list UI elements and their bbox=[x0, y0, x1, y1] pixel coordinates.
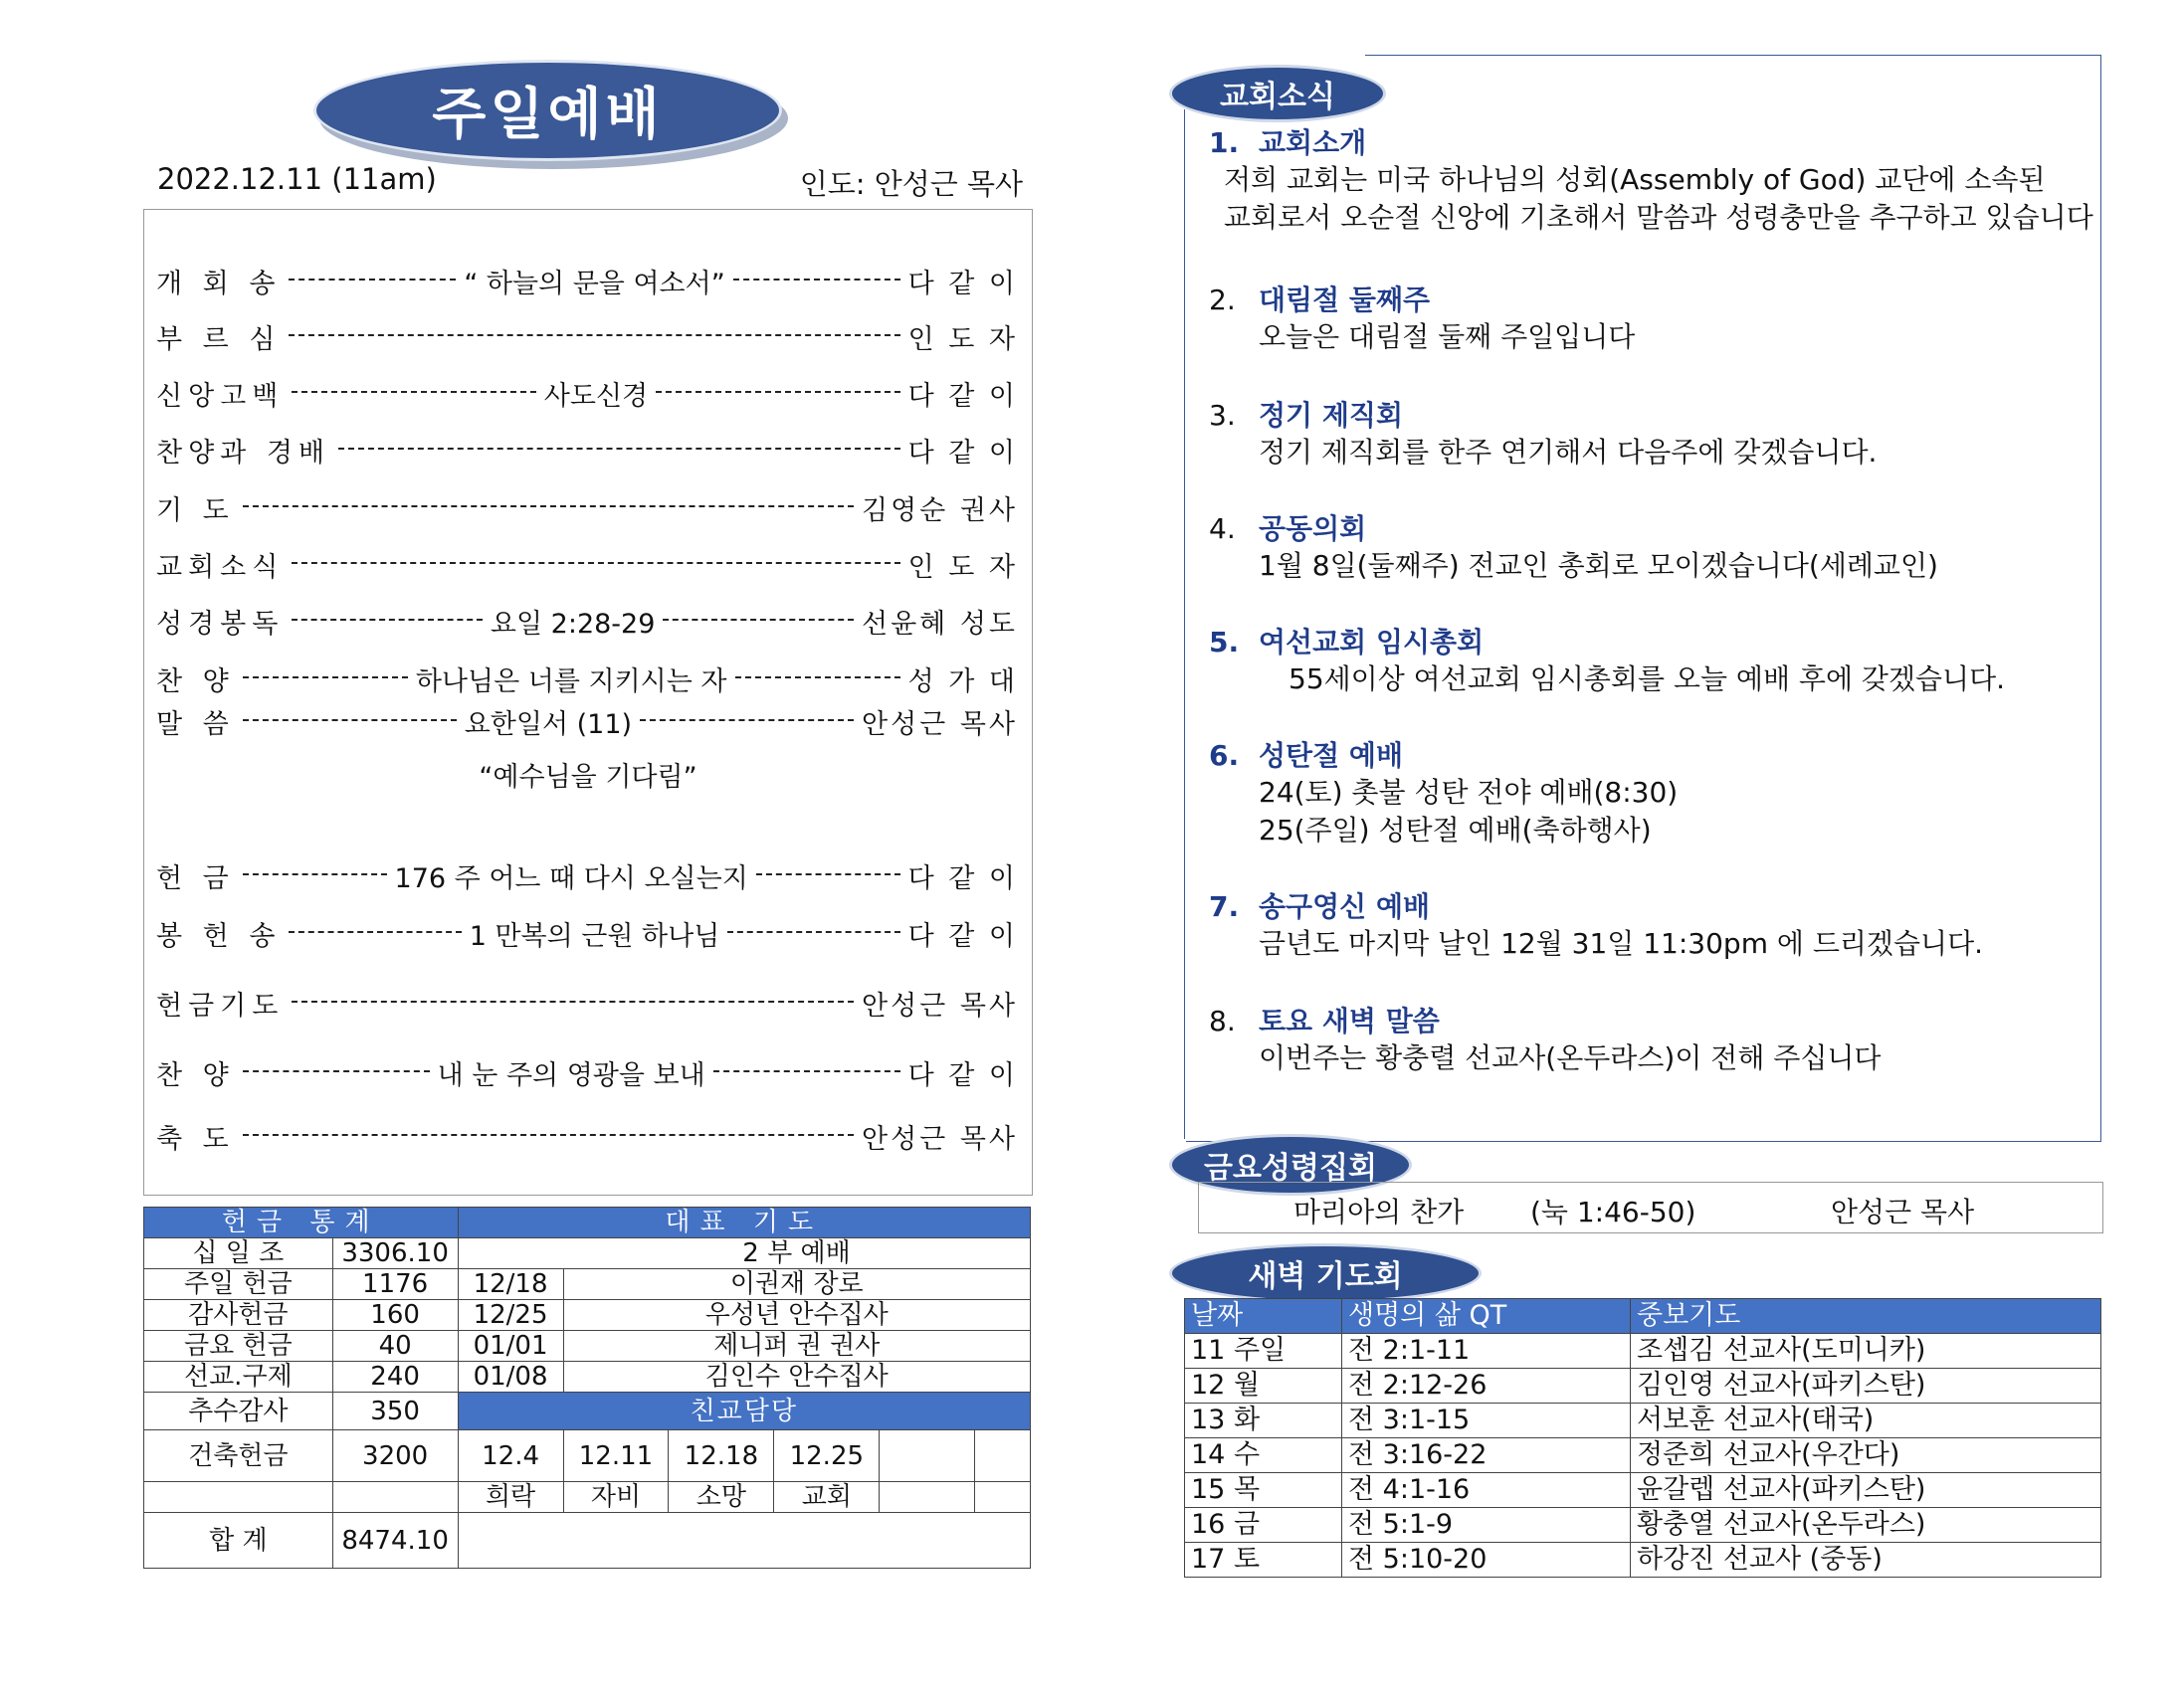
offering-name: 추수감사 bbox=[144, 1393, 333, 1430]
dawn-qt: 전 2:12-26 bbox=[1342, 1369, 1631, 1404]
news-item-heading bbox=[1209, 507, 1938, 547]
order-person: 인 도 자 bbox=[907, 324, 1018, 355]
dash-leader bbox=[292, 391, 535, 396]
dash-leader bbox=[292, 1001, 854, 1006]
offering-amount: 3306.10 bbox=[332, 1238, 458, 1269]
news-number: 8. bbox=[1209, 1005, 1236, 1037]
news-body-line: 25(주일) 성탄절 예배(축하행사) bbox=[1259, 814, 1652, 846]
order-row bbox=[156, 374, 1018, 413]
news-number: 4. bbox=[1209, 512, 1236, 545]
order-row bbox=[156, 602, 1018, 641]
table-row bbox=[1185, 1334, 2101, 1369]
news-body-line: 24(토) 촛불 성탄 전야 예배(8:30) bbox=[1259, 776, 1679, 809]
dash-leader bbox=[727, 931, 899, 936]
order-person: 김영순 권사 bbox=[862, 495, 1018, 526]
news-item-heading bbox=[1209, 279, 1635, 318]
news-body-line: 정기 제직회를 한주 연기해서 다음주에 갖겠습니다. bbox=[1259, 436, 1878, 469]
fellowship-group: 교회 bbox=[774, 1482, 880, 1513]
order-label: 봉 헌 송 bbox=[156, 921, 282, 952]
news-pill: 교회소식 bbox=[1169, 65, 1386, 122]
dawn-day: 14 수 bbox=[1185, 1438, 1342, 1473]
order-row bbox=[156, 914, 1018, 953]
table-row bbox=[1185, 1473, 2101, 1508]
dash-leader bbox=[289, 931, 461, 936]
order-item: 사도신경 bbox=[543, 381, 649, 412]
friday-pill: 금요성령집회 bbox=[1169, 1134, 1412, 1196]
offering-amount: 3200 bbox=[332, 1430, 458, 1482]
dawn-intercession: 윤갈렙 선교사(파키스탄) bbox=[1631, 1473, 2101, 1508]
dash-leader bbox=[713, 1070, 900, 1075]
order-label: 개 회 송 bbox=[156, 269, 282, 299]
offering-name: 건축헌금 bbox=[144, 1430, 333, 1482]
dawn-day: 15 목 bbox=[1185, 1473, 1342, 1508]
offering-amount: 240 bbox=[332, 1362, 458, 1393]
news-body-line: 1월 8일(둘째주) 전교인 총회로 모이겠습니다(세례교인) bbox=[1259, 549, 1938, 582]
news-body-line: 이번주는 황충렬 선교사(온두라스)이 전해 주십니다 bbox=[1259, 1041, 1882, 1074]
offering-name: 주일 헌금 bbox=[144, 1269, 333, 1300]
fellowship-date: 12.25 bbox=[774, 1430, 880, 1482]
order-person: 안성근 목사 bbox=[862, 1124, 1018, 1155]
news-number: 6. bbox=[1209, 739, 1240, 772]
news-body-line: 55세이상 여선교회 임시총회를 오늘 예배 후에 갖겠습니다. bbox=[1289, 662, 2006, 695]
news-item bbox=[1209, 621, 2005, 698]
order-label: 찬양과 경배 bbox=[156, 438, 330, 469]
news-item-heading bbox=[1209, 885, 1983, 925]
offering-amount: 350 bbox=[332, 1393, 458, 1430]
dawn-header: 중보기도 bbox=[1631, 1299, 2101, 1334]
news-frame-left bbox=[1184, 109, 1185, 1139]
fellowship-date bbox=[975, 1430, 1031, 1482]
fellowship-date: 12.18 bbox=[669, 1430, 774, 1482]
dawn-day: 11 주일 bbox=[1185, 1334, 1342, 1369]
order-item: 하나님은 너를 지키시는 자 bbox=[415, 666, 727, 697]
offering-name: 감사헌금 bbox=[144, 1300, 333, 1331]
order-item: 176 주 어느 때 다시 오실는지 bbox=[394, 863, 748, 894]
dawn-table bbox=[1184, 1298, 2101, 1578]
dash-leader bbox=[338, 448, 900, 453]
dawn-qt: 전 5:1-9 bbox=[1342, 1508, 1631, 1543]
dash-leader bbox=[640, 719, 854, 724]
dash-leader bbox=[243, 719, 457, 724]
order-label: 부 르 심 bbox=[156, 324, 282, 355]
dawn-qt: 전 3:1-15 bbox=[1342, 1404, 1631, 1438]
offering-amount: 160 bbox=[332, 1300, 458, 1331]
dawn-day: 13 화 bbox=[1185, 1404, 1342, 1438]
friday-passage: (눅 1:46-50) bbox=[1530, 1196, 1696, 1228]
news-item-heading bbox=[1209, 394, 1877, 434]
offering-header: 헌금 통계 bbox=[144, 1208, 459, 1238]
prayer-service-label: 2 부 예배 bbox=[563, 1238, 1030, 1269]
dash-leader bbox=[292, 619, 483, 624]
offering-table bbox=[143, 1207, 1031, 1569]
news-body-line: 금년도 마지막 날인 12월 31일 11:30pm 에 드리겠습니다. bbox=[1259, 927, 1984, 960]
dawn-day: 17 토 bbox=[1185, 1543, 1342, 1578]
sermon-title: “예수님을 기다림” bbox=[479, 762, 697, 793]
dawn-pill: 새벽 기도회 bbox=[1169, 1243, 1482, 1303]
order-row bbox=[156, 488, 1018, 527]
order-person: 인 도 자 bbox=[907, 552, 1018, 583]
fellowship-date: 12.4 bbox=[458, 1430, 563, 1482]
order-item: 내 눈 주의 영광을 보내 bbox=[437, 1060, 705, 1091]
order-label: 찬 양 bbox=[156, 1060, 235, 1091]
prayer-date: 01/08 bbox=[458, 1362, 563, 1393]
news-item-heading bbox=[1209, 121, 2093, 161]
news-title: 성탄절 예배 bbox=[1259, 739, 1403, 772]
table-row bbox=[1185, 1369, 2101, 1404]
news-body-line: 오늘은 대림절 둘째 주일입니다 bbox=[1259, 320, 1636, 353]
dawn-header: 날짜 bbox=[1185, 1299, 1342, 1334]
offering-name: 금요 헌금 bbox=[144, 1331, 333, 1362]
offering-amount: 1176 bbox=[332, 1269, 458, 1300]
dash-leader bbox=[656, 391, 899, 396]
order-item: 요일 2:28-29 bbox=[490, 609, 656, 640]
news-body-line: 저희 교회는 미국 하나님의 성회(Assembly of God) 교단에 소속된 bbox=[1224, 163, 2046, 196]
dash-leader bbox=[289, 334, 899, 339]
table-row bbox=[1185, 1508, 2101, 1543]
dawn-qt: 전 5:10-20 bbox=[1342, 1543, 1631, 1578]
news-number: 5. bbox=[1209, 626, 1240, 658]
dash-leader bbox=[733, 279, 900, 283]
news-number: 3. bbox=[1209, 399, 1236, 432]
order-of-service bbox=[143, 209, 1033, 1196]
prayer-name: 이권재 장로 bbox=[563, 1269, 1030, 1300]
order-person: 다 같 이 bbox=[907, 921, 1018, 952]
dash-leader bbox=[735, 676, 900, 681]
order-person: 다 같 이 bbox=[907, 269, 1019, 299]
offering-total: 8474.10 bbox=[332, 1513, 458, 1569]
dash-leader bbox=[243, 1070, 430, 1075]
dawn-intercession: 조셉김 선교사(도미니카) bbox=[1631, 1334, 2101, 1369]
news-title: 교회소개 bbox=[1259, 126, 1367, 159]
order-row bbox=[156, 984, 1018, 1023]
dash-leader bbox=[243, 676, 408, 681]
prayer-date: 12/18 bbox=[458, 1269, 563, 1300]
fellowship-group: 희락 bbox=[458, 1482, 563, 1513]
dawn-qt: 전 2:1-11 bbox=[1342, 1334, 1631, 1369]
offering-name: 십 일 조 bbox=[144, 1238, 333, 1269]
order-person: 다 같 이 bbox=[907, 438, 1018, 469]
news-item bbox=[1209, 734, 1678, 849]
order-label: 성경봉독 bbox=[156, 609, 285, 640]
news-title: 대림절 둘째주 bbox=[1259, 283, 1431, 316]
news-title: 여선교회 임시총회 bbox=[1259, 626, 1485, 658]
friday-title: 마리아의 찬가 bbox=[1293, 1196, 1465, 1228]
dawn-header: 생명의 삶 QT bbox=[1342, 1299, 1631, 1334]
order-row bbox=[156, 431, 1018, 470]
news-item bbox=[1209, 121, 2093, 237]
dash-leader bbox=[663, 619, 854, 624]
friday-service bbox=[1198, 1182, 2103, 1233]
fellowship-group: 자비 bbox=[563, 1482, 669, 1513]
table-row bbox=[1185, 1543, 2101, 1578]
offering-name: 선교.구제 bbox=[144, 1362, 333, 1393]
dash-leader bbox=[756, 873, 900, 878]
dawn-intercession: 황충열 선교사(온두라스) bbox=[1631, 1508, 2101, 1543]
order-row bbox=[156, 1053, 1018, 1092]
news-number: 2. bbox=[1209, 283, 1236, 316]
news-item bbox=[1209, 885, 1983, 963]
service-leader: 인도: 안성근 목사 bbox=[799, 167, 1023, 201]
order-person: 선윤혜 성도 bbox=[862, 609, 1018, 640]
dawn-intercession: 정준희 선교사(우간다) bbox=[1631, 1438, 2101, 1473]
fellowship-header: 친교담당 bbox=[458, 1393, 1030, 1430]
news-number: 7. bbox=[1209, 890, 1240, 923]
news-item bbox=[1209, 1000, 1881, 1077]
order-label: 헌 금 bbox=[156, 863, 235, 894]
service-date: 2022.12.11 (11am) bbox=[157, 162, 437, 196]
order-label: 헌금기도 bbox=[156, 991, 285, 1022]
dawn-qt: 전 3:16-22 bbox=[1342, 1438, 1631, 1473]
dash-leader bbox=[243, 873, 387, 878]
news-item bbox=[1209, 279, 1635, 356]
dawn-qt: 전 4:1-16 bbox=[1342, 1473, 1631, 1508]
order-label: 말 씀 bbox=[156, 709, 235, 740]
order-row bbox=[156, 317, 1018, 356]
fellowship-date bbox=[880, 1430, 975, 1482]
table-row bbox=[1185, 1438, 2101, 1473]
prayer-header: 대표 기도 bbox=[458, 1208, 1030, 1238]
dawn-day: 16 금 bbox=[1185, 1508, 1342, 1543]
dash-leader bbox=[243, 505, 854, 510]
offering-amount: 40 bbox=[332, 1331, 458, 1362]
order-person: 다 같 이 bbox=[907, 1060, 1018, 1091]
order-person: 다 같 이 bbox=[907, 863, 1019, 894]
prayer-name: 김인수 안수집사 bbox=[563, 1362, 1030, 1393]
news-body-line: 교회로서 오순절 신앙에 기초해서 말씀과 성령충만을 추구하고 있습니다 bbox=[1224, 201, 2093, 234]
order-person: 다 같 이 bbox=[907, 381, 1019, 412]
news-title: 정기 제직회 bbox=[1259, 399, 1403, 432]
news-title: 공동의회 bbox=[1259, 512, 1367, 545]
order-person: 안성근 목사 bbox=[862, 709, 1018, 740]
fellowship-date: 12.11 bbox=[563, 1430, 669, 1482]
dawn-day: 12 월 bbox=[1185, 1369, 1342, 1404]
dash-leader bbox=[289, 279, 456, 283]
prayer-date: 01/01 bbox=[458, 1331, 563, 1362]
page-title: 주일예배 bbox=[313, 60, 782, 161]
order-row bbox=[156, 659, 1018, 698]
news-title: 토요 새벽 말씀 bbox=[1259, 1005, 1440, 1037]
prayer-date: 12/25 bbox=[458, 1300, 563, 1331]
dawn-intercession: 하강진 선교사 (중동) bbox=[1631, 1543, 2101, 1578]
order-label: 교회소식 bbox=[156, 552, 285, 583]
order-person: 성 가 대 bbox=[907, 666, 1019, 697]
order-item: “ 하늘의 문을 여소서” bbox=[464, 269, 725, 299]
dawn-intercession: 김인영 선교사(파키스탄) bbox=[1631, 1369, 2101, 1404]
news-number: 1. bbox=[1209, 126, 1240, 159]
news-item-heading bbox=[1209, 1000, 1881, 1039]
news-item bbox=[1209, 507, 1938, 585]
order-item: 1 만복의 근원 하나님 bbox=[469, 921, 720, 952]
offering-total-label: 합 계 bbox=[144, 1513, 333, 1569]
order-row bbox=[156, 262, 1018, 300]
news-item bbox=[1209, 394, 1877, 471]
table-row bbox=[1185, 1404, 2101, 1438]
fellowship-group: 소망 bbox=[669, 1482, 774, 1513]
order-person: 안성근 목사 bbox=[862, 991, 1018, 1022]
order-item: 요한일서 (11) bbox=[464, 709, 633, 740]
news-item-heading bbox=[1209, 734, 1678, 774]
order-row bbox=[156, 1117, 1018, 1156]
friday-speaker: 안성근 목사 bbox=[1831, 1196, 1975, 1228]
order-label: 기 도 bbox=[156, 495, 235, 526]
dash-leader bbox=[243, 1134, 854, 1139]
fellowship-group bbox=[975, 1482, 1031, 1513]
order-label: 축 도 bbox=[156, 1124, 235, 1155]
news-item-heading bbox=[1209, 621, 2005, 660]
order-row bbox=[156, 545, 1018, 584]
dash-leader bbox=[292, 562, 899, 567]
order-row bbox=[156, 856, 1018, 895]
order-label: 신앙고백 bbox=[156, 381, 285, 412]
news-title: 송구영신 예배 bbox=[1259, 890, 1431, 923]
dawn-intercession: 서보훈 선교사(태국) bbox=[1631, 1404, 2101, 1438]
prayer-name: 우성년 안수집사 bbox=[563, 1300, 1030, 1331]
order-row bbox=[156, 702, 1018, 741]
prayer-name: 제니퍼 권 권사 bbox=[563, 1331, 1030, 1362]
fellowship-group bbox=[880, 1482, 975, 1513]
order-label: 찬 양 bbox=[156, 666, 235, 697]
